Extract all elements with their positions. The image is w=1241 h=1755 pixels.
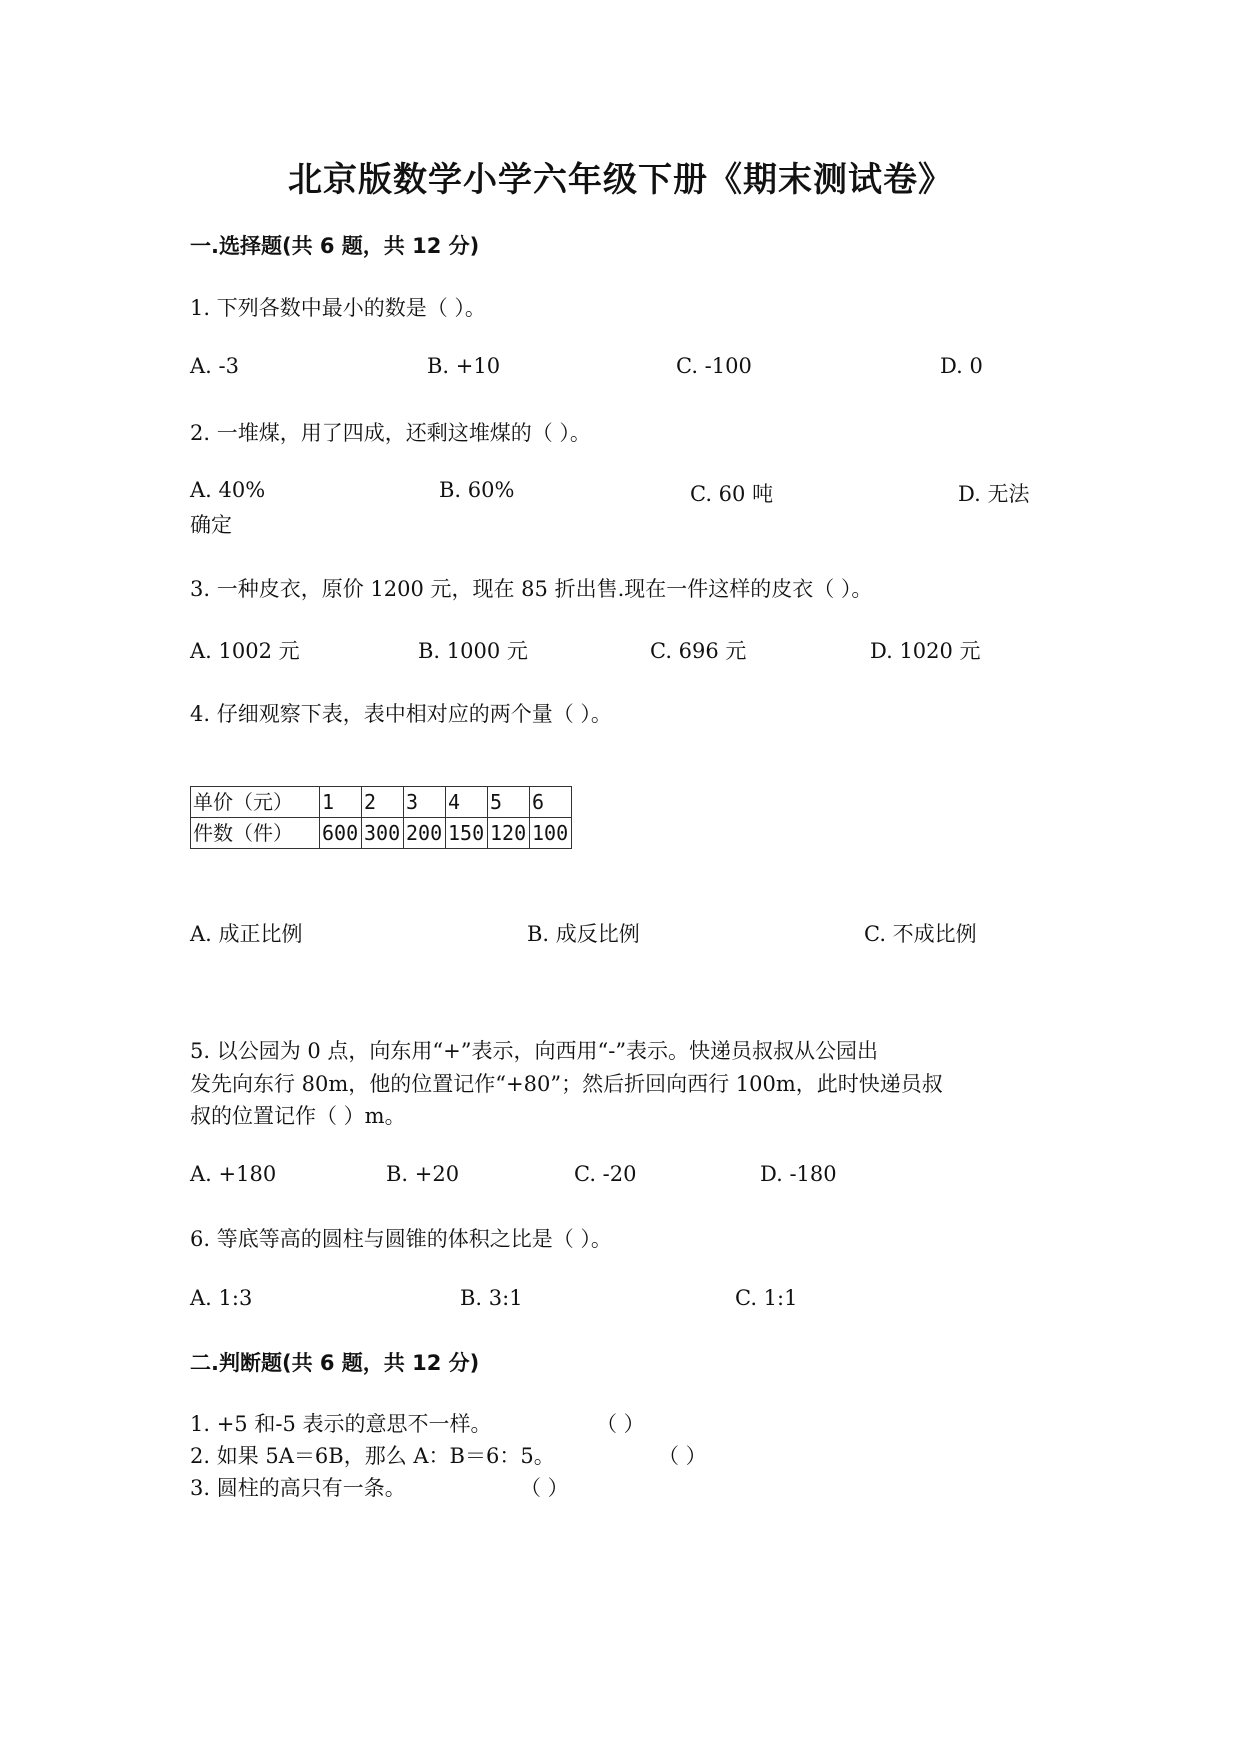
table-cell: 120 (488, 818, 530, 849)
table-cell: 1 (320, 787, 362, 818)
q5-option-c: C. -20 (574, 1162, 637, 1186)
question-5-line-3: 叔的位置记作（ ）m。 (190, 1104, 406, 1128)
q1-option-b: B. +10 (427, 354, 501, 378)
table-cell: 200 (404, 818, 446, 849)
q5-option-b: B. +20 (386, 1162, 460, 1186)
judgement-answer-blank-3: （ ） (520, 1476, 569, 1500)
table-cell: 100 (530, 818, 572, 849)
q2-option-a: A. 40% (190, 478, 266, 502)
q4-option-c: C. 不成比例 (864, 922, 977, 946)
table-cell: 2 (362, 787, 404, 818)
judgement-answer-blank-2: （ ） (658, 1444, 707, 1468)
question-4: 4. 仔细观察下表，表中相对应的两个量（ ）。 (190, 702, 612, 726)
table-cell: 300 (362, 818, 404, 849)
table-cell: 150 (446, 818, 488, 849)
table-row (191, 787, 572, 818)
q6-option-a: A. 1:3 (190, 1286, 253, 1310)
q2-option-c: C. 60 吨 (690, 482, 774, 506)
judgement-item-2: 2. 如果 5A＝6B，那么 A：B＝6：5。 (190, 1444, 555, 1468)
judgement-answer-blank-1: （ ） (596, 1412, 645, 1436)
q6-option-c: C. 1:1 (735, 1286, 798, 1310)
section-heading-judgement: 二.判断题(共 6 题，共 12 分) (190, 1351, 480, 1375)
q1-option-d: D. 0 (940, 354, 983, 378)
table-cell: 3 (404, 787, 446, 818)
price-quantity-table (190, 786, 572, 849)
page-title: 北京版数学小学六年级下册《期末测试卷》 (288, 160, 953, 200)
q5-option-a: A. +180 (190, 1162, 277, 1186)
table-cell: 5 (488, 787, 530, 818)
table-cell: 单价（元） (191, 787, 320, 818)
q3-option-d: D. 1020 元 (870, 639, 981, 663)
table-cell: 6 (530, 787, 572, 818)
table-row (191, 818, 572, 849)
q3-option-b: B. 1000 元 (418, 639, 528, 663)
question-3: 3. 一种皮衣，原价 1200 元，现在 85 折出售.现在一件这样的皮衣（ ）。 (190, 577, 873, 601)
q4-option-a: A. 成正比例 (190, 922, 303, 946)
q5-option-d: D. -180 (760, 1162, 837, 1186)
q6-option-b: B. 3:1 (460, 1286, 523, 1310)
question-5-line-1: 5. 以公园为 0 点，向东用“+”表示，向西用“-”表示。快递员叔叔从公园出 (190, 1039, 879, 1063)
table-cell: 4 (446, 787, 488, 818)
judgement-item-3: 3. 圆柱的高只有一条。 (190, 1476, 406, 1500)
question-6: 6. 等底等高的圆柱与圆锥的体积之比是（ ）。 (190, 1227, 612, 1251)
q1-option-c: C. -100 (676, 354, 752, 378)
q2-option-d-continued: 确定 (190, 513, 232, 537)
question-1: 1. 下列各数中最小的数是（ ）。 (190, 296, 486, 320)
judgement-item-1: 1. +5 和-5 表示的意思不一样。 (190, 1412, 492, 1436)
q3-option-c: C. 696 元 (650, 639, 747, 663)
q2-option-d: D. 无法 (958, 482, 1030, 506)
question-5-line-2: 发先向东行 80m，他的位置记作“+80”；然后折回向西行 100m，此时快递员叔 (190, 1072, 943, 1096)
section-heading-choice: 一.选择题(共 6 题，共 12 分) (190, 234, 480, 258)
q4-option-b: B. 成反比例 (527, 922, 640, 946)
q1-option-a: A. -3 (190, 354, 239, 378)
table-cell: 件数（件） (191, 818, 320, 849)
table-cell: 600 (320, 818, 362, 849)
q3-option-a: A. 1002 元 (190, 639, 300, 663)
question-2: 2. 一堆煤，用了四成，还剩这堆煤的（ ）。 (190, 421, 591, 445)
q2-option-b: B. 60% (439, 478, 515, 502)
